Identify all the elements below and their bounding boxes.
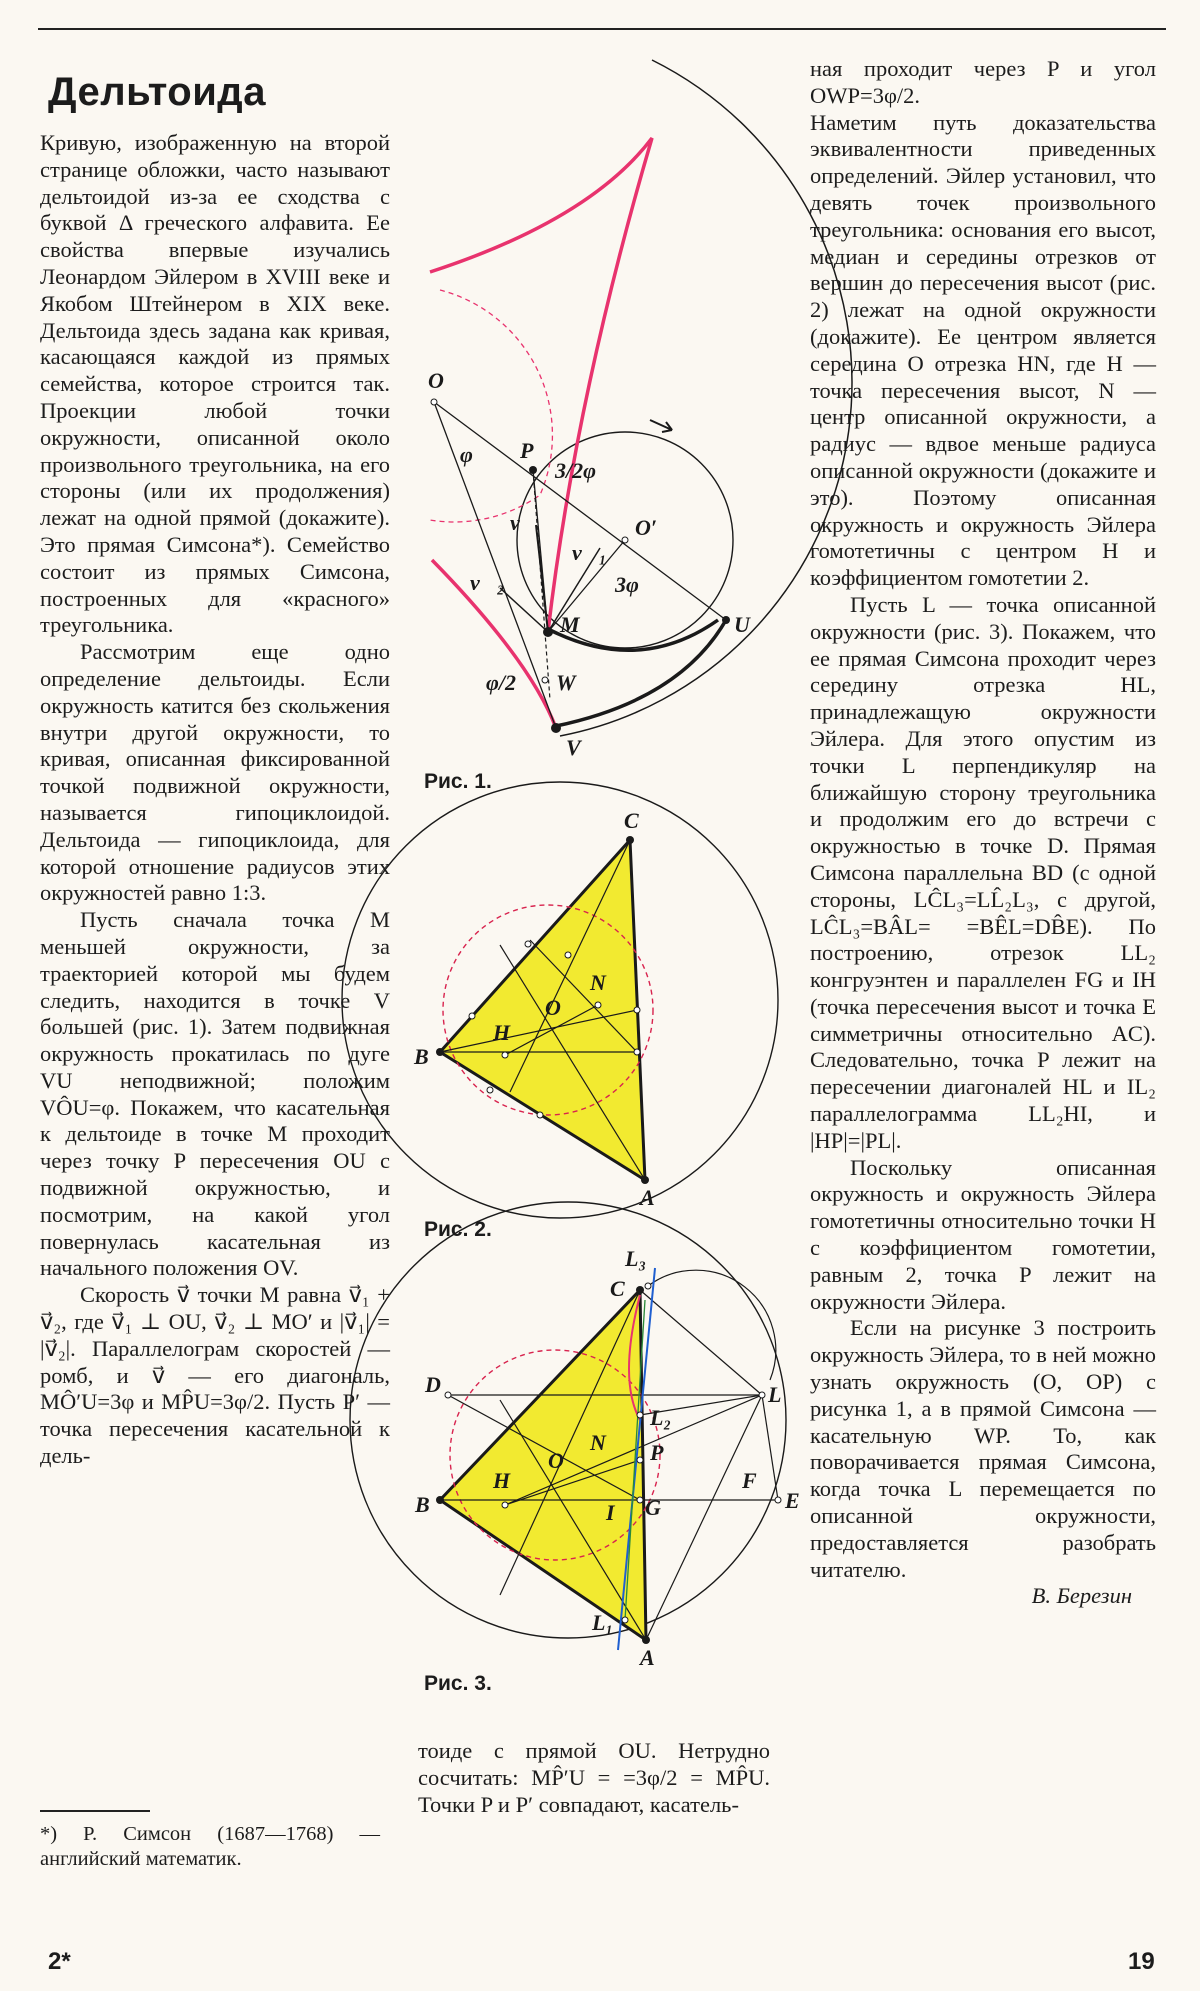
fig2-label-o: O bbox=[545, 995, 561, 1020]
fig3-label-h: H bbox=[493, 1468, 511, 1493]
fig1-label-3phi: 3φ bbox=[615, 572, 639, 597]
fig2-label-h: H bbox=[493, 1020, 511, 1045]
article-title: Дельтоида bbox=[48, 70, 266, 114]
paragraph: Рассмотрим еще одно определение дельтоиды. Если окружность катится без скольжения внутри другой окружности, то кривая, описанная фиксированной точкой подвижной окружности, называется гипоциклоидой. Дельтоида — гипоциклоида, для которой отношение радиусов этих окружностей равно 1:3. bbox=[40, 639, 390, 906]
paragraph: Скорость v⃗ точки M равна v⃗₁ + v⃗₂, где v⃗₁ ⊥ OU, v⃗₂ ⊥ MO′ и |v⃗₁| = |v⃗₂|. Параллелограм скоростей — ромб, и v⃗ — его диагональ, MÔ′U=3φ и MP̂U=3φ/2. Пусть P′ — точка пересечения касательной к дель- bbox=[40, 1282, 390, 1469]
fig1-label-v: V bbox=[566, 735, 581, 760]
fig1-label-vec-v1: v⃗₁ bbox=[572, 540, 607, 565]
fig3-label-a: A bbox=[640, 1645, 655, 1670]
fig3-label-l: L bbox=[768, 1382, 782, 1407]
page-number-left: 2* bbox=[48, 1948, 71, 1975]
fig1-label-u: U bbox=[734, 612, 750, 637]
paragraph: тоиде с прямой OU. Нетрудно сосчитать: MP̂′U = =3φ/2 = MP̂U. Точки P и P′ совпадают, касатель- bbox=[418, 1738, 770, 1817]
paragraph: Пусть сначала точка M меньшей окружности, за траекторией которой мы будем следить, находится в точке V большей (рис. 1). Затем подвижная окружность прокатилась по дуге VU неподвижной; положим VÔU=φ. Покажем, что касательная к дельтоиде в точке M проходит через точку P пересечения OU с подвижной окружностью, и посмотрим, на какой угол повернулась касательная из начального положения OV. bbox=[40, 907, 390, 1281]
fig2-caption: Рис. 2. bbox=[424, 1218, 492, 1241]
fig3-label-l1: L₁ bbox=[592, 1610, 614, 1635]
paragraph: Наметим путь доказательства эквивалентности приведенных определений. Эйлер установил, что девять точек произвольного треугольника: основания его высот, медиан и середины отрезков от вершин до пересечения высот (рис. 2) лежат на одной окружности (докажите). Ее центром является середина O отрезка HN, где H — точка пересечения высот, N — центр описанной окружности, а радиус — вдвое меньше радиуса описанной окружности (докажите и это). Поэтому описанная окружность и окружность Эйлера гомотетичны с центром H и коэффициентом гомотетии 2. bbox=[810, 109, 1156, 591]
fig2-label-c: C bbox=[624, 808, 639, 833]
fig1-label-phi: φ bbox=[460, 442, 473, 467]
fig3-label-o: O bbox=[548, 1448, 564, 1473]
page-number-right: 19 bbox=[1128, 1948, 1155, 1975]
fig3-caption: Рис. 3. bbox=[424, 1672, 492, 1695]
fig1-label-p: P bbox=[520, 438, 534, 463]
fig1-label-vec-v2: v⃗₂ bbox=[470, 570, 505, 595]
fig1-label-oprime: O′ bbox=[635, 515, 658, 540]
fig3-label-f: F bbox=[742, 1468, 757, 1493]
fig3-label-l3: L₃ bbox=[625, 1246, 647, 1271]
author-signature: В. Березин bbox=[1031, 1583, 1132, 1609]
fig2-label-a: A bbox=[640, 1185, 655, 1210]
fig1-label-w: W bbox=[556, 670, 576, 695]
paragraph: Если на рисунке 3 построить окружность Эйлера, то в ней можно узнать окружность (O, OP) с рисунка 1, а в прямой Симсона — касательную WP. То, как поворачивается прямая Симсона, когда точка L перемещается по описанной окружности, предоставляется разобрать читателю. bbox=[810, 1315, 1156, 1582]
footnote: *) Р. Симсон (1687—1768) — английский математик. bbox=[40, 1823, 380, 1870]
fig3-label-i: I bbox=[606, 1500, 615, 1525]
fig3-label-c: C bbox=[610, 1276, 625, 1301]
fig1-label-o: O bbox=[428, 368, 444, 393]
fig3-label-l2: L₂ bbox=[650, 1405, 672, 1430]
fig3-triangle bbox=[440, 1290, 646, 1640]
fig3-small-circle bbox=[648, 1270, 776, 1380]
paragraph: ная проходит через P и угол OWP=3φ/2. bbox=[810, 56, 1156, 108]
fig1-label-vec-v: v⃗ bbox=[510, 510, 537, 535]
paragraph: Кривую, изображенную на второй странице обложки, часто называют дельтоидой из-за ее сходства с буквой Δ греческого алфавита. Ее свойства впервые изучались Леонардом Эйлером в XVIII веке и Якобом Штейнером в XIX веке. Дельтоида здесь задана как кривая, касающаяся каждой из прямых семейства, которое строится так. Проекции любой точки окружности, описанной около произвольного треугольника, на его стороны (или их продолжения) лежат на одной прямой (докажите). Это прямая Симсона*). Семейство состоит из прямых Симсона, построенных для «красного» треугольника. bbox=[40, 130, 390, 638]
fig3-label-p: P bbox=[650, 1440, 664, 1465]
paragraph: Поскольку описанная окружность и окружность Эйлера гомотетичны относительно точки H с коэффициентом гомотетии, равным 2, точка P лежит на окружности Эйлера. bbox=[810, 1154, 1156, 1314]
fig3-label-g: G bbox=[645, 1495, 661, 1520]
fig1-label-m: M bbox=[560, 612, 580, 637]
fig1-caption: Рис. 1. bbox=[424, 770, 492, 793]
fig1-label-phi-2: φ/2 bbox=[486, 670, 516, 695]
paragraph: Пусть L — точка описанной окружности (рис. 3). Покажем, что ее прямая Симсона проходит через середину отрезка HL, принадлежащую окружности Эйлера. Для этого опустим из точки L перпендикуляр на ближайшую сторону треугольника и продолжим его до встречи с окружностью в точке D. Прямая Симсона параллельна BD (с одной стороны, LĈL₃=LL̂₂L₃, с другой, LĈL₃=BÂL= =BÊL=DB̂E). По построению, отрезок LL₂ конгруэнтен и параллелен FG и IH (точка пересечения высот и точка E симметричны относительно AC). Следовательно, точка P лежит на пересечении диагоналей HL и IL₂ параллелограмма LL₂HI, и |HP|=|PL|. bbox=[810, 591, 1156, 1153]
fig2-label-b: B bbox=[414, 1044, 429, 1069]
fig1-label-3-2phi: 3/2φ bbox=[555, 458, 596, 483]
fig3-label-b: B bbox=[415, 1492, 430, 1517]
fig3-label-e: E bbox=[785, 1488, 800, 1513]
fig3-label-n: N bbox=[590, 1430, 606, 1455]
fig2-label-n: N bbox=[590, 970, 606, 995]
fig3-label-d: D bbox=[425, 1372, 441, 1397]
